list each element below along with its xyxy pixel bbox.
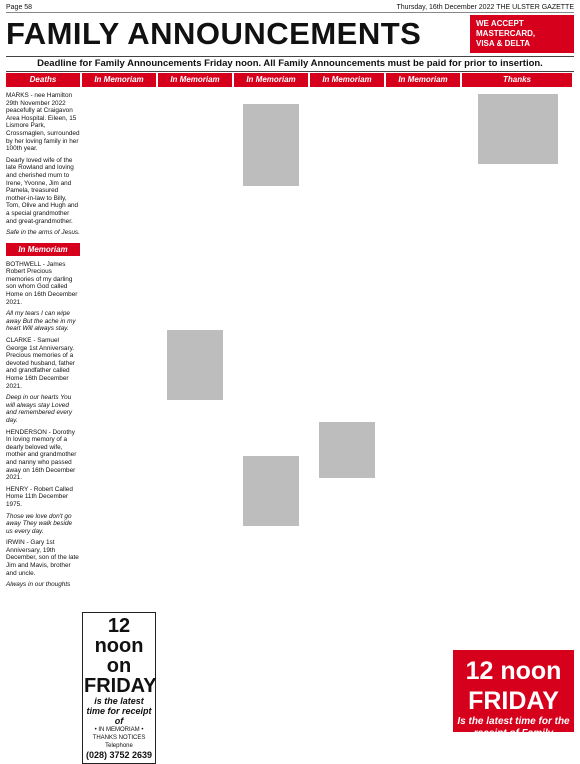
column-deaths: [6, 92, 80, 732]
notice-bothwell: BOTHWELL - James Robert Precious memories of my darling son whom God called Home on 16th December 2021.: [6, 260, 78, 306]
section-headers: [6, 73, 574, 87]
notice-henry: HENRY - Robert Called Home 11th December 1975.: [6, 485, 73, 508]
notice-marks-2: Dearly loved wife of the late Rowland and loving and cherished mum to Irene, Yvonne, Jim and Pamela, treasured mother-in-law to Billy, Tom, Olive and Hugh and a special grandmother and great-grandmother.: [6, 156, 79, 225]
column-in-memoriam-1: [82, 92, 157, 760]
notice-clarke: CLARKE - Samuel George 1st Anniversary. Precious memories of a devoted husband, father and grandfather called Home 16th December 2021.: [6, 337, 75, 390]
photo-mcginn: [167, 330, 223, 400]
deadline-promo-box: 12 noon on FRIDAY is the latest time for receipt of • IN MEMORIAM • THANKS NOTICES Telephone (028) 3752 2639: [82, 612, 156, 764]
column-in-memoriam-3: [234, 92, 308, 732]
photo-mooney: [319, 422, 375, 478]
photo-mckenna-patricia: [243, 456, 299, 526]
verse-henry: Those we love don't go away They walk beside us every day.: [6, 512, 73, 535]
verse-bothwell: All my tears I can wipe away But the ache in my heart Will always stay.: [6, 310, 76, 333]
notice-marks-verse: Safe in the arms of Jesus.: [6, 229, 80, 237]
page-title: FAMILY ANNOUNCEMENTS: [6, 16, 422, 51]
column-in-memoriam-5: [386, 92, 460, 732]
photo-doyle: [478, 94, 558, 164]
verse-clarke: Deep in our hearts You will always stay Loved and remembered every day.: [6, 394, 73, 424]
photo-mckenna: [243, 104, 299, 186]
red-deadline-promo: 12 noon FRIDAY Is the latest time for the receipt of Family Announcements: [453, 650, 574, 732]
column-in-memoriam-2: [158, 92, 232, 732]
header-in-memoriam-1: In Memoriam: [82, 73, 156, 87]
header-in-memoriam-2: In Memoriam: [158, 73, 232, 87]
header-in-memoriam-5: In Memoriam: [386, 73, 460, 87]
header-in-memoriam-4: In Memoriam: [310, 73, 384, 87]
notice-marks: MARKS - nee Hamilton 29th November 2022 peacefully at Craigavon Area Hospital. Eileen, 15 Lismore Park, Crossmaglen, surrounded by her loving family in her 100th year.: [6, 92, 80, 153]
issue-date: Thursday, 16th December 2022 THE ULSTER GAZETTE: [396, 3, 574, 11]
cards-accepted-badge: WE ACCEPT MASTERCARD, VISA & DELTA: [470, 15, 574, 53]
top-bar: [6, 2, 574, 13]
subhead-in-memoriam: In Memoriam: [6, 243, 80, 256]
verse-irwin: Always in our thoughts: [6, 581, 71, 589]
header-in-memoriam-3: In Memoriam: [234, 73, 308, 87]
notice-irwin: IRWIN - Gary 1st Anniversary, 19th December, son of the late Jim and Mavis, brother and uncle.: [6, 539, 79, 577]
header-thanks: Thanks: [462, 73, 572, 87]
column-thanks: [462, 92, 574, 732]
column-in-memoriam-4: [310, 92, 384, 732]
page-number: Page 58: [6, 3, 33, 11]
banner: [6, 14, 574, 54]
deadline-notice: Deadline for Family Announcements Friday noon. All Family Announcements must be paid for prior to insertion.: [6, 56, 574, 72]
notice-henderson: HENDERSON - Dorothy In loving memory of a dearly beloved wife, mother and grandmother and nanny who passed away on 16th December 2021.: [6, 428, 77, 482]
header-deaths: Deaths: [6, 73, 80, 87]
